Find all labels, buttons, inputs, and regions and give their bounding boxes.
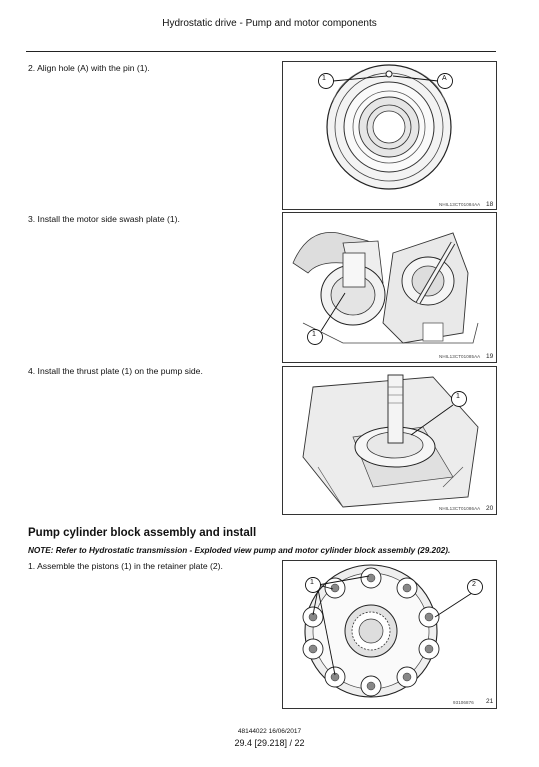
footer-document-id: 48144022 16/06/2017 [237,728,302,735]
callout-label: 1 [322,75,326,82]
figure-18-illustration [283,62,496,209]
step-text: 4. Install the thrust plate (1) on the pump side. [28,366,203,376]
figure-number: 20 [486,505,494,512]
figure-code: NHIL13CT01084AA [439,202,481,207]
page-header-title: Hydrostatic drive - Pump and motor components [162,18,377,29]
figure-21-illustration [283,561,496,708]
section-heading: Pump cylinder block assembly and install [28,527,257,539]
figure-number: 21 [486,698,494,705]
callout-label: A [442,75,447,82]
figure-18 [282,61,497,210]
callout-label: 1 [312,331,316,338]
figure-19 [282,212,497,363]
figure-number: 18 [486,201,494,208]
section-note: NOTE: Refer to Hydrostatic transmission - Exploded view pump and motor cylinder block assembly (29.202). [28,546,451,555]
step-text: 1. Assemble the pistons (1) in the retainer plate (2). [28,561,223,571]
figure-21 [282,560,497,709]
figure-code: NHIL13CT01085AA [439,354,481,359]
callout-label: 2 [472,581,476,588]
callout-1 [319,74,334,89]
figure-20 [282,366,497,515]
callout-label: 1 [310,579,314,586]
footer-page-number: 29.4 [29.218] / 22 [234,738,305,748]
step-text: 2. Align hole (A) with the pin (1). [28,63,150,73]
figure-number: 19 [486,353,494,360]
step-text: 3. Install the motor side swash plate (1). [28,214,180,224]
figure-code: 93106876 [453,700,474,705]
callout-label: 1 [456,393,460,400]
figure-19-illustration [283,213,496,362]
figure-code: NHIL13CT01086AA [439,506,481,511]
figure-20-illustration [283,367,496,514]
header-rule [26,51,496,52]
